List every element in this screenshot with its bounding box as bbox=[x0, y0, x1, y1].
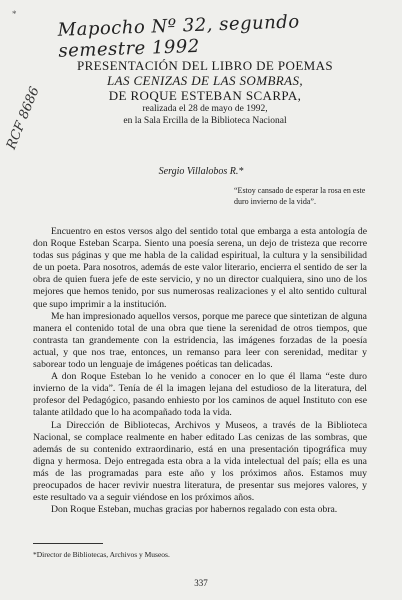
handwritten-annotation-side: RCF 8686 bbox=[4, 84, 43, 152]
paragraph: A don Roque Esteban lo he venido a conocer en lo que él llama “este duro invierno de la vida”. Tenía de él la imagen lejana del estudioso de la literatura, del profesor del Pedagógico, pasando enhiesto por los caminos de aquel Instituto con ese talante atildado que lo ha acompañado toda la vida. bbox=[33, 371, 367, 419]
footnote: *Director de Bibliotecas, Archivos y Museos. bbox=[33, 550, 170, 559]
page-number: 337 bbox=[194, 578, 208, 588]
footnote-rule bbox=[33, 543, 103, 544]
paragraph: Encuentro en estos versos algo del sentido total que embarga a esta antología de don Roque Esteban Scarpa. Siento una poesía serena, un dejo de tristeza que recorre todas sus páginas y que me habla de la calidad espiritual, la cultura y la sensibilidad de un poeta. Para nosotros, además de este valor literario, encierra el sentido de ser la obra de quien fuera jefe de este servicio, y no un director cualquiera, sino uno de los mejores que hemos tenido, por sus numerosas realizaciones y el alto sentido cultural que supo imprimir a la institución. bbox=[33, 226, 367, 310]
author-name: Sergio Villalobos R.* bbox=[158, 166, 244, 177]
handwritten-annotation-top: Mapocho Nº 32, segundo semestre 1992 bbox=[57, 11, 300, 62]
title-line-5: en la Sala Ercilla de la Biblioteca Nacional bbox=[123, 116, 287, 126]
title-line-1: PRESENTACIÓN DEL LIBRO DE POEMAS bbox=[76, 58, 334, 73]
body-text bbox=[33, 226, 367, 516]
title-block bbox=[60, 58, 350, 127]
title-line-3: DE ROQUE ESTEBAN SCARPA, bbox=[108, 88, 302, 103]
paragraph: Don Roque Esteban, muchas gracias por habernos regalado con esta obra. bbox=[51, 504, 338, 516]
paragraph: La Dirección de Bibliotecas, Archivos y Museos, a través de la Biblioteca Nacional, se complace realmente en haber editado Las cenizas de las sombras, que además de su contenido extraordinario, está en una presentación tipográfica muy digna y hermosa. Dejo entregada esta obra a la vida intelectual del país; ella es una más de las programadas para este año y los próximos años. Estamos muy preocupados de hacer revivir nuestra literatura, de presentar sus mejores valores, y este resultado va a seguir viéndose en los próximos años. bbox=[33, 419, 367, 504]
title-line-2: LAS CENIZAS DE LAS SOMBRAS, bbox=[106, 73, 304, 88]
margin-mark: * bbox=[12, 9, 17, 19]
title-line-4: realizada el 28 de mayo de 1992, bbox=[142, 104, 268, 114]
epigraph: “Estoy cansado de esperar la rosa en este duro invierno de la vida”. bbox=[234, 186, 366, 206]
paragraph: Me han impresionado aquellos versos, porque me parece que sintetizan de alguna manera el contenido total de una obra que tiene la serenidad de otros tiempos, que contrasta tan grandemente con la estridencia, las imágenes forzadas de la poesía actual, y que nos trae, entonces, un remanso para leer con serenidad, meditar y saborear todo un lenguaje de imágenes poéticas tan delicadas. bbox=[33, 310, 367, 371]
